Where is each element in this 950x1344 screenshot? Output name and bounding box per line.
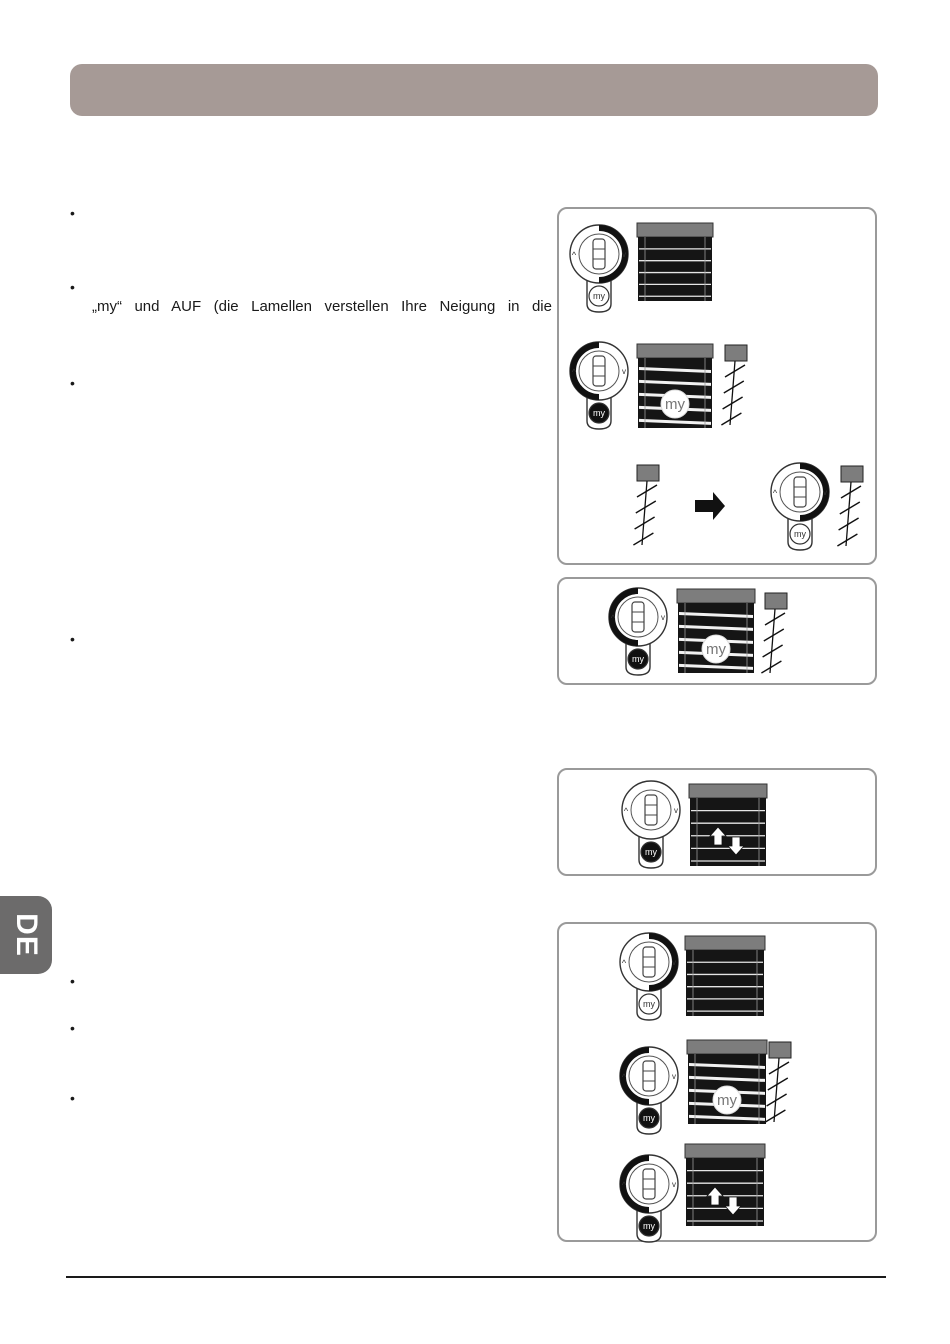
slat-diagram — [761, 593, 787, 673]
down-chevron-icon: v — [622, 367, 626, 376]
bullet-1: • — [70, 205, 75, 221]
remote-center-key — [643, 1169, 655, 1199]
slat-head-box — [769, 1042, 791, 1058]
panel-3-svg — [559, 770, 879, 878]
arrow-right-icon — [695, 492, 725, 520]
blind-head-rail — [637, 344, 713, 358]
remote-graphic — [620, 1047, 678, 1134]
remote-control — [570, 342, 628, 429]
slat-cord — [846, 482, 851, 546]
down-chevron-icon: v — [661, 613, 665, 622]
down-chevron-icon: v — [672, 1072, 676, 1081]
my-button-label: my — [643, 999, 655, 1009]
slat-head-box — [841, 466, 863, 482]
down-chevron-icon: v — [672, 958, 676, 967]
slats-graphic — [765, 1042, 791, 1122]
remote-graphic — [609, 588, 667, 675]
blind-head-rail — [687, 1040, 767, 1054]
slats-graphic — [761, 593, 787, 673]
illustration-panel-4 — [557, 922, 877, 1242]
footer-rule — [66, 1276, 886, 1278]
blind-head-rail — [685, 1144, 765, 1158]
remote-control — [620, 1047, 678, 1134]
instruction-text-line: „my“ und AUF (die Lamellen verstellen Ihre Neigung in die — [92, 298, 552, 315]
blind-tilted-my — [677, 589, 755, 673]
my-button-label: my — [593, 408, 605, 418]
remote-graphic — [771, 463, 829, 550]
blind-tilted-my — [637, 344, 713, 428]
section-header-bar — [70, 64, 878, 116]
up-chevron-icon: ^ — [571, 367, 577, 377]
blind-head-rail — [689, 784, 767, 798]
remote-control — [620, 933, 678, 1020]
blind-head-rail — [685, 936, 765, 950]
panel-4-svg — [559, 924, 879, 1244]
bullet-2: • — [70, 279, 75, 295]
up-chevron-icon: ^ — [571, 250, 577, 260]
slats-graphic — [633, 465, 659, 545]
panel-1-svg — [559, 209, 879, 567]
blind-graphic — [685, 936, 765, 1016]
my-button-label: my — [643, 1221, 655, 1231]
slat-cord — [774, 1058, 779, 1122]
bullet-5: • — [70, 973, 75, 989]
remote-center-key — [645, 795, 657, 825]
remote-graphic — [622, 781, 680, 868]
slat-head-box — [765, 593, 787, 609]
blind-closed — [637, 223, 713, 301]
blind-head-rail — [677, 589, 755, 603]
remote-center-key — [643, 947, 655, 977]
blind-graphic — [637, 344, 713, 428]
slat-head-box — [725, 345, 747, 361]
remote-control — [620, 1155, 678, 1242]
illustration-panel-1 — [557, 207, 877, 565]
down-chevron-icon: v — [823, 488, 827, 497]
remote-center-key — [632, 602, 644, 632]
bullet-3: • — [70, 375, 75, 391]
blind-body — [686, 950, 764, 1016]
remote-center-key — [593, 356, 605, 386]
slat-head-box — [637, 465, 659, 481]
down-chevron-icon: v — [674, 806, 678, 815]
blind-graphic — [687, 1040, 767, 1124]
slat-diagram — [765, 1042, 791, 1122]
my-overlay-label: my — [665, 396, 685, 413]
slats-graphic — [837, 466, 863, 546]
my-overlay-label: my — [717, 1092, 737, 1109]
remote-control — [570, 225, 628, 312]
illustration-panel-3 — [557, 768, 877, 876]
blind-head-rail — [637, 223, 713, 237]
blind-closed — [685, 936, 765, 1016]
panel-2-svg — [559, 579, 879, 687]
remote-control — [622, 781, 680, 868]
up-chevron-icon: ^ — [623, 806, 629, 816]
up-chevron-icon: ^ — [621, 1180, 627, 1190]
language-tab-label: DE — [10, 913, 43, 957]
my-button-label: my — [632, 654, 644, 664]
remote-graphic — [570, 342, 628, 429]
my-button-label: my — [593, 291, 605, 301]
illustration-panel-2 — [557, 577, 877, 685]
blind-body — [638, 237, 712, 301]
bullet-4: • — [70, 631, 75, 647]
my-button-label: my — [794, 529, 806, 539]
blind-up-down — [685, 1144, 765, 1226]
bullet-7: • — [70, 1090, 75, 1106]
remote-center-key — [593, 239, 605, 269]
slat-diagram — [837, 466, 863, 546]
remote-center-key — [643, 1061, 655, 1091]
remote-graphic — [620, 1155, 678, 1242]
bullet-6: • — [70, 1020, 75, 1036]
slat-cord — [730, 361, 735, 425]
slat-cord — [642, 481, 647, 545]
slats-graphic — [721, 345, 747, 425]
slat-diagram — [721, 345, 747, 425]
blind-graphic — [685, 1144, 765, 1226]
remote-graphic — [570, 225, 628, 312]
remote-control — [771, 463, 829, 550]
my-button-label: my — [643, 1113, 655, 1123]
blind-graphic — [637, 223, 713, 301]
my-button-label: my — [645, 847, 657, 857]
remote-center-key — [794, 477, 806, 507]
up-chevron-icon: ^ — [772, 488, 778, 498]
blind-body — [690, 798, 766, 866]
remote-graphic — [620, 933, 678, 1020]
up-chevron-icon: ^ — [621, 958, 627, 968]
slat-diagram — [633, 465, 659, 545]
remote-control — [609, 588, 667, 675]
down-chevron-icon: v — [672, 1180, 676, 1189]
blind-tilted-my — [687, 1040, 767, 1124]
blind-up-down — [689, 784, 767, 866]
blind-graphic — [677, 589, 755, 673]
my-overlay-label: my — [706, 641, 726, 658]
language-tab — [0, 896, 52, 974]
blind-body — [686, 1158, 764, 1226]
slat-cord — [770, 609, 775, 673]
down-chevron-icon: v — [622, 250, 626, 259]
up-chevron-icon: ^ — [621, 1072, 627, 1082]
blind-graphic — [689, 784, 767, 866]
up-chevron-icon: ^ — [610, 613, 616, 623]
